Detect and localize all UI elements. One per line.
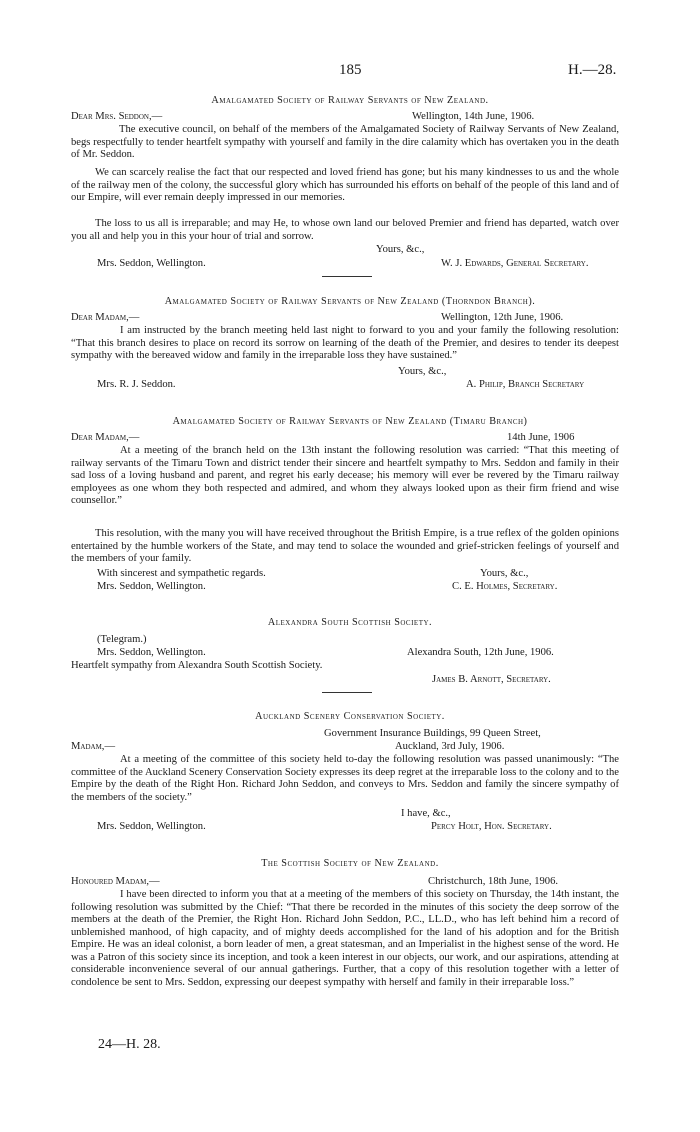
closing: Yours, &c., [398,366,447,377]
addressee: Mrs. Seddon, Wellington. [97,821,206,832]
letter-heading: Amalgamated Society of Railway Servants of New Zealand (Thorndon Branch). [164,296,536,307]
place-date: Wellington, 12th June, 1906. [441,312,564,323]
salutation: Dear Madam,— [71,312,140,323]
signature: James B. Arnott, Secretary. [432,674,551,685]
place-date: Alexandra South, 12th June, 1906. [407,647,554,658]
letter-paragraph: At a meeting of the committee of this society held to-day the following resolution was passed unanimously: “The committee of the Auckland Scenery Conservation Society expresses its deep regret at the irreparable loss to the colony and to the Empire by the death of the Right Hon. Richard John Seddon, and conveys to Mrs. Seddon and family the sincere sympathy of the members of the society.” [71,754,619,803]
letter-paragraph: I have been directed to inform you that at a meeting of the members of this society on Thursday, the 14th instant, the following resolution was submitted by the Chief: “That there be recorded in the minutes of this society the deep sorrow of the members at the death of the Premier, the Right Hon. Richard John Seddon, P.C., LL.D., who has left behind him a record of unblemished manhood, of high capacity, and of mighty deeds accomplished for the land of his adoption and for the British Empire. He was an ideal colonist, a born leader of men, a great statesman, and an Imperialist in the highest sense of the word. He was a Patron of this society since its inception, and took a keen interest in our objects, our work, and our aspirations, attending at considerable inconvenience several of our annual gatherings. Further, that a copy of this resolution together with a letter of condolence be sent to Mrs. Seddon, expressing our deepest sympathy with herself and family in their irreparable loss.” [71,889,619,988]
addressee: Mrs. R. J. Seddon. [97,379,176,390]
signature: Percy Holt, Hon. Secretary. [431,821,552,832]
letter-paragraph: At a meeting of the branch held on the 13th instant the following resolution was carried: “That this meeting of railway servants of the Timaru Town and district tender their sincere and heartfelt sympathy to Mrs. Seddon and family in their sad loss of a loving husband and parent, and regret his early decease; his memory will ever be revered by the Timaru railway employees as one whom they both respected and admired, and whom they always looked upon as their firm friend and wise counsellor.” [71,445,619,506]
divider [322,692,372,693]
letter-paragraph: This resolution, with the many you will have received throughout the British Empire, is a true reflex of the golden opinions entertained by the humble workers of the State, and may tend to solace the wounded and grief-stricken feelings of yourself and the members of your family. [71,528,619,564]
salutation: Madam,— [71,741,116,752]
closing-line: With sincerest and sympathetic regards. [97,568,266,579]
page-number: 185 [339,62,362,78]
letter-paragraph: I am instructed by the branch meeting held last night to forward to you and your family the following resolution: “That this branch desires to place on record its sorrow on learning of the death of the Premier, and desires to tender its deepest sympathy with the bereaved widow and family in the irreparable loss they have sustained.” [71,325,619,361]
letter-heading: Alexandra South Scottish Society. [267,617,433,628]
signature-mark: 24—H. 28. [98,1037,161,1052]
letter-heading: Amalgamated Society of Railway Servants of New Zealand (Timaru Branch) [172,416,528,427]
addressee: Mrs. Seddon, Wellington. [97,581,206,592]
signature: A. Philip, Branch Secretary [466,379,585,390]
signature: W. J. Edwards, General Secretary. [441,258,589,269]
letter-paragraph: The executive council, on behalf of the members of the Amalgamated Society of Railway Servants of New Zealand, begs respectfully to tender heartfelt sympathy with yourself and family in the dire calamity which has overtaken you in the death of Mr. Seddon. [71,124,619,160]
salutation: Honoured Madam,— [71,876,160,887]
telegram-message: Heartfelt sympathy from Alexandra South Scottish Society. [71,660,323,671]
addressee: Mrs. Seddon, Wellington. [97,647,206,658]
salutation: Dear Madam,— [71,432,140,443]
telegram-note: (Telegram.) [97,634,147,645]
letter-heading: The Scottish Society of New Zealand. [261,858,439,869]
closing: I have, &c., [401,808,451,819]
letter-heading: Amalgamated Society of Railway Servants of New Zealand. [211,95,489,106]
place-date: Wellington, 14th June, 1906. [412,111,535,122]
place-date: Auckland, 3rd July, 1906. [395,741,505,752]
document-reference: H.—28. [568,62,617,78]
letter-heading: Auckland Scenery Conservation Society. [255,711,445,722]
signature: C. E. Holmes, Secretary. [452,581,558,592]
place-date: 14th June, 1906 [507,432,575,443]
sender-address: Government Insurance Buildings, 99 Queen Street, [324,728,541,739]
salutation: Dear Mrs. Seddon,— [71,111,163,122]
closing: Yours, &c., [480,568,529,579]
letter-paragraph: The loss to us all is irreparable; and may He, to whose own land our beloved Premier and friend has departed, watch over you all and help you in this your hour of trial and sorrow. [71,218,619,242]
closing: Yours, &c., [376,244,425,255]
divider [322,276,372,277]
place-date: Christchurch, 18th June, 1906. [428,876,559,887]
addressee: Mrs. Seddon, Wellington. [97,258,206,269]
letter-paragraph: We can scarcely realise the fact that our respected and loved friend has gone; but his many kindnesses to us and the whole of the railway men of the colony, the successful glory which has surrounded his efforts on behalf of the people of this land and of our Empire, will ever remain deeply impressed in our memories. [71,167,619,203]
